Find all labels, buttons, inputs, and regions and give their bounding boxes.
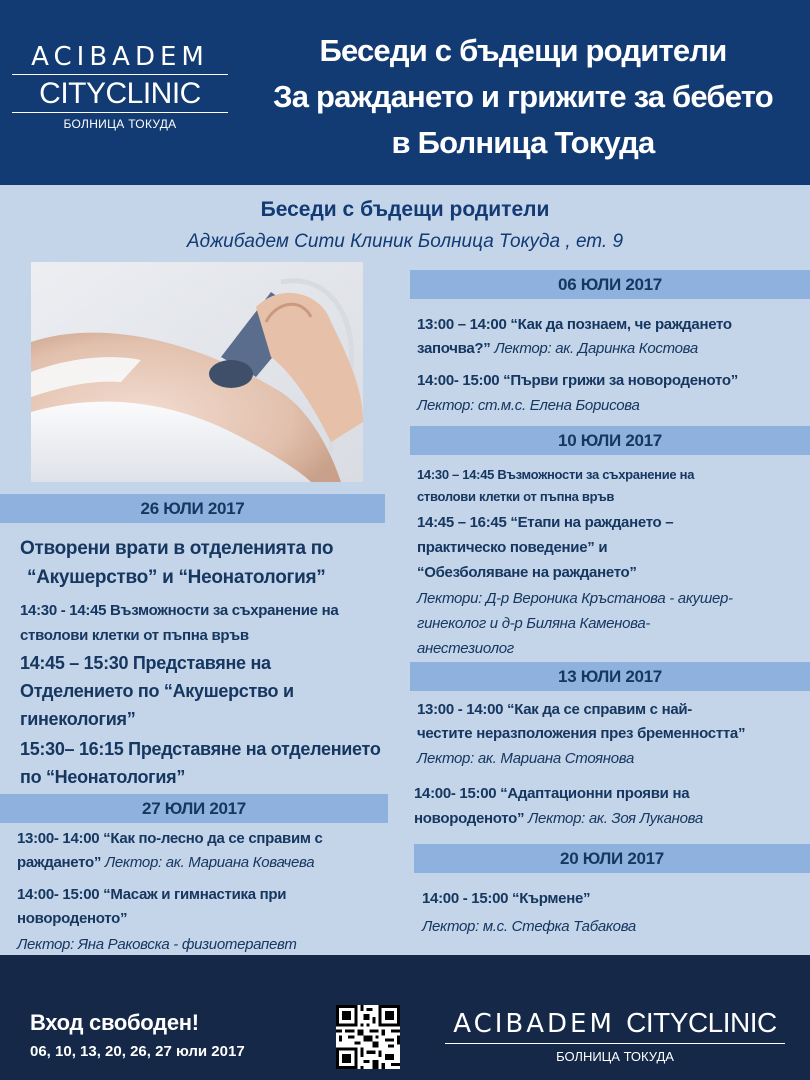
schedule-line: “Обезболяване на раждането” (417, 564, 637, 581)
footer-logo-hospital-name: БОЛНИЦА ТОКУДА (556, 1049, 674, 1064)
schedule-line: 14:00- 15:00 “Масаж и гимнастика при (17, 886, 287, 903)
schedule-line: стволови клетки от пъпна връв (20, 627, 249, 644)
logo-cityclinic: CITYCLINIC (39, 77, 201, 110)
event-dates: 06, 10, 13, 20, 26, 27 юли 2017 (30, 1043, 245, 1060)
schedule-line: 14:45 – 15:30 Представяне на (20, 653, 271, 673)
lecturer: Лектори: Д-р Вероника Кръстанова - акушер- (417, 590, 733, 607)
title-line: За раждането и грижите за бебето (273, 79, 773, 114)
lecturer: Лектор: ак. Даринка Костова (494, 340, 698, 357)
lecture-topic: раждането” (17, 854, 102, 871)
open-doors-title: “Акушерство” и “Неонатология” (27, 567, 326, 588)
footer-logo-brand (435, 1007, 795, 1039)
ultrasound-photo (31, 262, 363, 482)
schedule-line (417, 336, 698, 361)
schedule-line: стволови клетки от пъпна връв (417, 489, 615, 504)
footer-logo-cityclinic: CITYCLINIC (626, 1007, 777, 1038)
logo-divider (12, 112, 228, 113)
lecturer: Лектор: Яна Раковска - физиотерапевт (17, 936, 297, 953)
section-subtitle: Аджибадем Сити Клиник Болница Токуда , ет. 9 (186, 231, 624, 252)
schedule-line: 14:30 – 14:45 Възможности за съхранение на (417, 467, 695, 482)
schedule-line: гинекология” (20, 709, 136, 729)
schedule-line (17, 850, 314, 875)
acibadem-logo (12, 42, 228, 131)
lecturer: Лектор: ст.м.с. Елена Борисова (417, 397, 640, 414)
schedule-line: 13:00 - 14:00 “Как да се справим с най- (417, 701, 693, 718)
date-bar-26-july: 26 ЮЛИ 2017 (0, 494, 385, 523)
lecturer: гинеколог и д-р Биляна Каменова- (417, 615, 651, 632)
footer-logo-divider (445, 1043, 785, 1044)
schedule-line (414, 806, 703, 831)
schedule-line: 15:30– 16:15 Представяне на отделението (20, 739, 381, 759)
schedule-line: практическо поведение” и (417, 539, 608, 556)
page-title (236, 28, 810, 166)
title-line: в Болница Токуда (391, 125, 655, 160)
acibadem-footer-logo (435, 1007, 795, 1064)
schedule-line: 14:00- 15:00 “Първи грижи за новороденото” (417, 372, 738, 389)
logo-brand: ACIBADEM (31, 42, 209, 72)
schedule-line: 14:30 - 14:45 Възможности за съхранение на (20, 602, 339, 619)
schedule-line: новороденото” (17, 910, 128, 927)
lecturer: анестезиолог (417, 640, 514, 657)
schedule-line: 13:00 – 14:00 “Как да познаем, че раждането (417, 316, 732, 333)
header-banner (0, 0, 810, 185)
schedule-line: честите неразположения през бременността” (417, 725, 746, 742)
date-bar-20-july: 20 ЮЛИ 2017 (414, 844, 810, 873)
qr-code (336, 1005, 400, 1069)
title-line: Беседи с бъдещи родители (319, 33, 727, 68)
lecturer: Лектор: ак. Мариана Ковачева (104, 854, 315, 871)
lecture-topic: новороденото” (414, 810, 525, 827)
free-entry-label: Вход свободен! (30, 1010, 199, 1035)
section-title: Беседи с бъдещи родители (260, 198, 550, 221)
lecturer: Лектор: ак. Зоя Луканова (528, 810, 703, 827)
schedule-line: 14:00- 15:00 “Адаптационни прояви на (414, 785, 690, 802)
date-bar-10-july: 10 ЮЛИ 2017 (410, 426, 810, 455)
schedule-line: 14:45 – 16:45 “Етапи на раждането – (417, 514, 674, 531)
schedule-line: по “Неонатология” (20, 767, 186, 787)
date-bar-13-july: 13 ЮЛИ 2017 (410, 662, 810, 691)
date-bar-06-july: 06 ЮЛИ 2017 (410, 270, 810, 299)
schedule-line: 14:00 - 15:00 “Кърмене” (422, 890, 591, 907)
lecture-topic: започва?” (417, 340, 491, 357)
footer-logo-acibadem: ACIBADEM (453, 1009, 615, 1039)
lecturer: Лектор: м.с. Стефка Табакова (422, 918, 636, 935)
schedule-line: Отделението по “Акушерство и (20, 681, 294, 701)
date-bar-27-july: 27 ЮЛИ 2017 (0, 794, 388, 823)
footer (0, 955, 810, 1080)
lecturer: Лектор: ак. Мариана Стоянова (417, 750, 635, 767)
logo-divider (12, 74, 228, 75)
schedule-line: 13:00- 14:00 “Как по-лесно да се справим с (17, 830, 323, 847)
open-doors-title: Отворени врати в отделенията по (20, 538, 334, 559)
logo-hospital-name: БОЛНИЦА ТОКУДА (63, 117, 177, 131)
